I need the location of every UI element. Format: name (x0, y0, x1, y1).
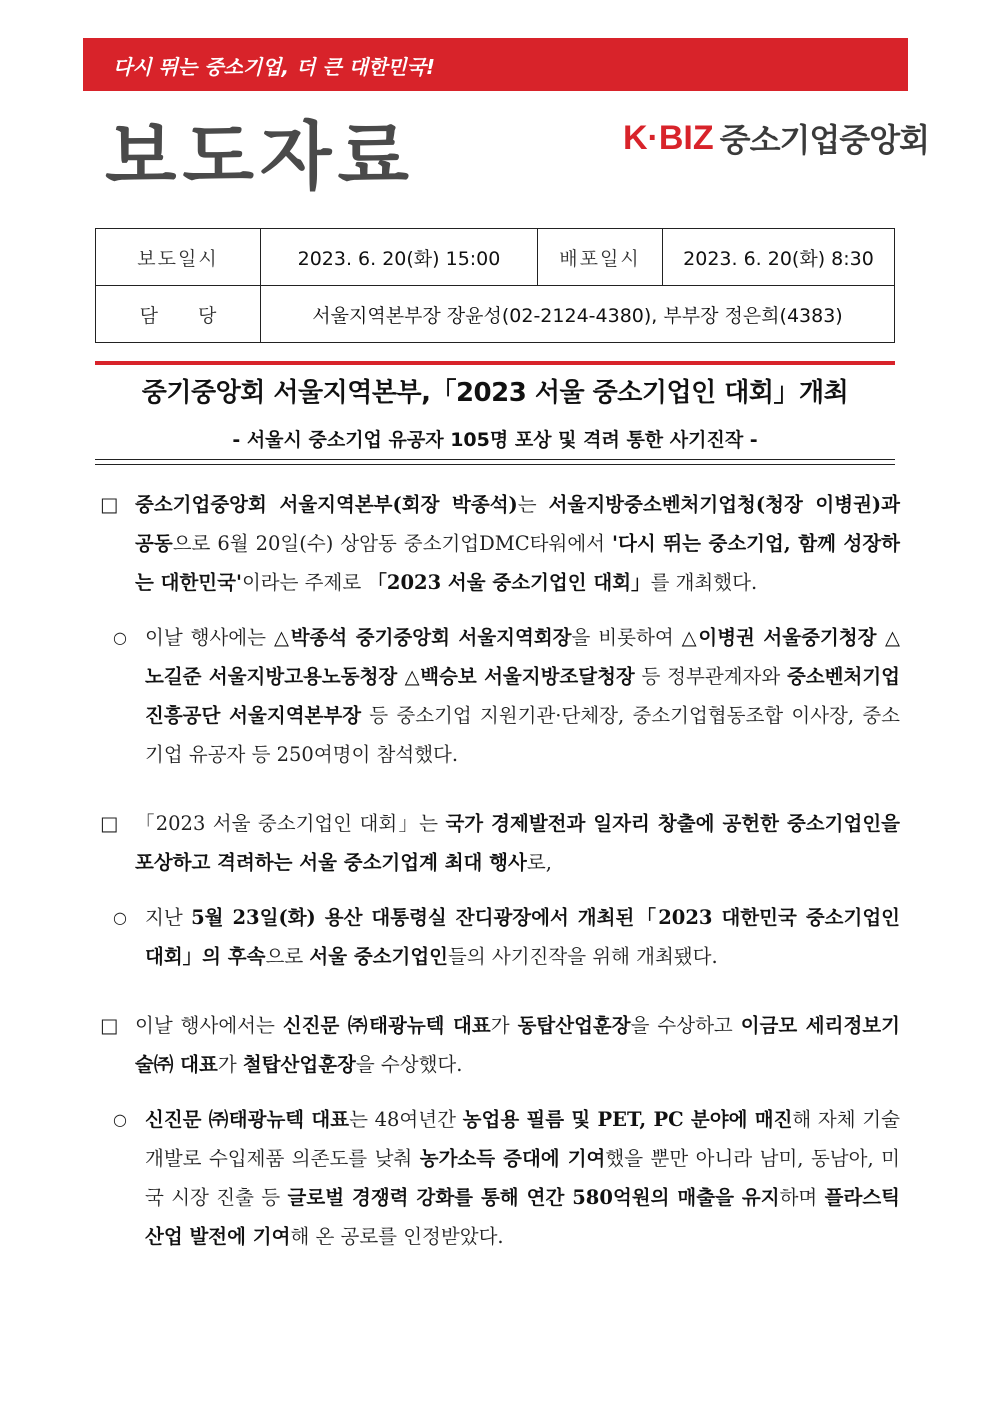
logo-name: 중소기업중앙회 (719, 121, 930, 159)
p2-b1: △박종석 중기중앙회 서울지역회장 (273, 626, 572, 649)
p3-t1: 「2023 서울 중소기업인 대회」는 (135, 812, 446, 835)
paragraph-6 (95, 1100, 900, 1256)
p1-partner: 서울지방중소벤처기업청(청장 이병권)과 공동 (135, 493, 900, 555)
dist-value: 2023. 6. 20(화) 8:30 (663, 229, 895, 286)
p3-b1: 국가 경제발전과 일자리 창출에 공헌한 중소기업인을 포상하고 격려하는 서울 중소기업계 최대 행사 (135, 812, 900, 874)
p6-t1: 는 48여년간 (349, 1108, 463, 1131)
p5-t5: 을 수상했다. (355, 1053, 463, 1076)
p5-b4: 철탑산업훈장 (242, 1053, 356, 1076)
release-info-table (95, 228, 895, 343)
p5-t2: 가 (490, 1014, 518, 1037)
paragraph-3 (95, 804, 900, 882)
p5-b3: 이금모 세리정보기술㈜ 대표 (135, 1014, 900, 1076)
p6-t4: 하며 (779, 1186, 825, 1209)
circle-bullet-icon: ○ (113, 908, 127, 927)
release-label: 보도일시 (96, 229, 261, 286)
contact-label: 담당 (96, 286, 261, 343)
p1-event: 「2023 서울 중소기업인 대회」 (367, 571, 651, 594)
square-bullet-icon: □ (100, 1014, 119, 1037)
p6-b5: 플라스틱 산업 발전에 기여 (145, 1186, 900, 1248)
top-banner (83, 38, 908, 91)
p2-b2: △이병권 서울중기청장 △노길준 서울지방고용노동청장 △백승보 서울지방조달청장 (145, 626, 901, 688)
logo-mark: K·BIZ (623, 118, 714, 157)
p5-t4: 가 (217, 1053, 243, 1076)
p1-t3: 이라는 주제로 (241, 571, 368, 594)
p5-t1: 이날 행사에서는 (135, 1014, 283, 1037)
paragraph-2 (95, 618, 900, 774)
kbiz-logo (623, 118, 929, 158)
p3-t2: 로, (526, 851, 552, 874)
p6-t5: 해 온 공로를 인정받았다. (290, 1225, 504, 1248)
p2-t1: 이날 행사에는 (145, 626, 274, 649)
p6-t2: 해 자체 기술개발로 수입제품 의존도를 낮춰 (145, 1108, 900, 1170)
p6-b2: 농업용 필름 및 PET, PC 분야에 매진 (462, 1108, 793, 1131)
p4-t1: 지난 (145, 906, 192, 929)
release-row (96, 229, 895, 286)
paragraph-4 (95, 898, 900, 976)
p1-theme: '다시 뛰는 중소기업, 함께 성장하는 대한민국' (135, 532, 900, 594)
p6-t3: 했을 뿐만 아니라 남미, 동남아, 미국 시장 진출 등 (145, 1147, 900, 1209)
square-bullet-icon: □ (100, 812, 119, 835)
p4-t3: 들의 사기진작을 위해 개최됐다. (448, 945, 718, 968)
p4-b1: 5월 23일(화) 용산 대통령실 잔디광장에서 개최된「2023 대한민국 중소기업인 대회」의 후속 (145, 906, 901, 968)
doc-type-title: 보도자료 (105, 114, 415, 200)
circle-bullet-icon: ○ (113, 1110, 127, 1129)
p6-b1: 신진문 ㈜태광뉴텍 대표 (145, 1108, 350, 1131)
paragraph-1 (95, 485, 900, 602)
release-value: 2023. 6. 20(화) 15:00 (261, 229, 538, 286)
p2-t2: 을 비롯하여 (571, 626, 682, 649)
p5-b1: 신진문 ㈜태광뉴텍 대표 (282, 1014, 491, 1037)
subheadline: - 서울시 중소기업 유공자 105명 포상 및 격려 통한 사기진작 - (232, 429, 758, 451)
p1-t1: 는 (517, 493, 549, 516)
p5-b2: 동탑산업훈장 (517, 1014, 631, 1037)
p1-t2: 으로 6월 20일(수) 상암동 중소기업DMC타워에서 (172, 532, 613, 555)
contact-value: 서울지역본부장 장윤성(02-2124-4380), 부부장 정은희(4383) (261, 286, 895, 343)
headline: 중기중앙회 서울지역본부,「2023 서울 중소기업인 대회」개최 (141, 378, 849, 408)
double-divider (95, 459, 895, 465)
contact-row (96, 286, 895, 343)
article-body (95, 485, 900, 1256)
p5-t3: 을 수상하고 (630, 1014, 741, 1037)
p4-t2: 으로 (265, 945, 310, 968)
p6-b3: 농가소득 증대에 기여 (419, 1147, 606, 1170)
paragraph-5 (95, 1006, 900, 1084)
square-bullet-icon: □ (100, 493, 119, 516)
p1-t4: 를 개최했다. (650, 571, 758, 594)
banner-slogan: 다시 뛰는 중소기업, 더 큰 대한민국! (113, 55, 436, 79)
p2-t4: 등 중소기업 지원기관·단체장, 중소기업협동조합 이사장, 중소기업 유공자 등 250여명이 참석했다. (145, 704, 900, 766)
dist-label: 배포일시 (538, 229, 663, 286)
p2-b3: 중소벤처기업진흥공단 서울지역본부장 (145, 665, 900, 727)
circle-bullet-icon: ○ (113, 628, 127, 647)
p4-b2: 서울 중소기업인 (309, 945, 449, 968)
p1-org: 중소기업중앙회 서울지역본부(회장 박종석) (135, 493, 518, 516)
p2-t3: 등 정부관계자와 (634, 665, 787, 688)
p6-b4: 글로벌 경쟁력 강화를 통해 연간 580억원의 매출을 유지 (287, 1186, 780, 1209)
red-divider (95, 361, 895, 365)
